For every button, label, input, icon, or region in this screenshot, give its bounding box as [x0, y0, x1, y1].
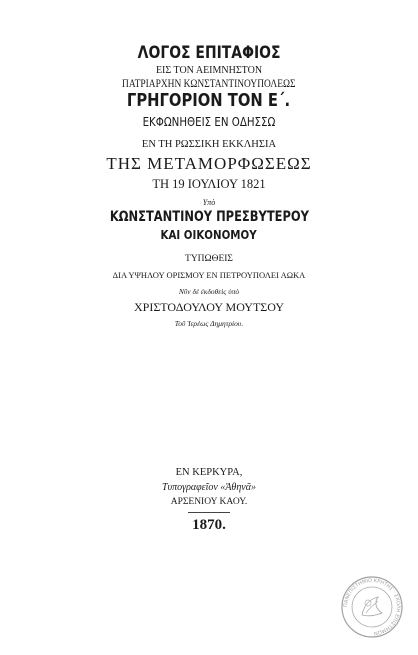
title-line-4: ΓΡΗΓΟΡΙΟΝ ΤΟΝ Ε΄.: [127, 90, 291, 111]
title-line-8: ΤΗ 19 ΙΟΥΛΙΟΥ 1821: [152, 177, 266, 191]
author-by: Υπὸ: [202, 198, 216, 207]
stamp-text: ΠΑΝΕΠΙΣΤΗΜΙΟ ΚΡΗΤΗΣ · ΣΧΟΛΗ ΕΠΙΣΤΗΜΩΝ: [342, 577, 402, 636]
imprint-printer: ΑΡΣΕΝΙΟΥ ΚΑΟΥ.: [170, 497, 248, 507]
edition-line-2: ΧΡΙΣΤΟΔΟΥΛΟΥ ΜΟΥΤΣΟΥ: [133, 300, 285, 314]
author-line-2: ΚΑΙ ΟΙΚΟΝΟΜΟΥ: [160, 227, 258, 242]
divider-rule: [188, 512, 230, 513]
author-line-1: ΚΩΝΣΤΑΝΤΙΝΟΥ ΠΡΕΣΒΥΤΕΡΟΥ: [109, 209, 309, 225]
title-line-1: ΛΟΓΟΣ ΕΠΙΤΑΦΙΟΣ: [137, 43, 281, 63]
title-line-3: ΠΑΤΡΙΑΡΧΗΝ ΚΩΝΣΤΑΝΤΙΝΟΥΠΟΛΕΩΣ: [122, 78, 296, 90]
title-line-2: ΕΙΣ ΤΟΝ ΑΕΙΜΝΗΣΤΟΝ: [155, 65, 263, 76]
edition-line-3: Τοῦ Ἱερέως Δημητρίου.: [174, 319, 244, 328]
imprint-year: 1870.: [192, 517, 226, 533]
title-line-5: ΕΚΦΩΝΗΘΕΙΣ ΕΝ ΟΔΗΣΣΩ: [142, 114, 276, 129]
imprint-press: Τυπογραφεῖον «Ἀθηνᾶ»: [161, 482, 256, 493]
printing-line-1: ΤΥΠΩΘΕΙΣ: [185, 254, 233, 264]
imprint-place: ΕΝ ΚΕΡΚΥΡΑ,: [175, 467, 243, 478]
title-line-6: ΕΝ ΤΗ ΡΩΣΣΙΚΗ ΕΚΚΛΗΣΙΑ: [141, 139, 277, 150]
printing-line-2: ΔΙΑ ΥΨΗΛΟΥ ΟΡΙΣΜΟΥ ΕΝ ΠΕΤΡΟΥΠΟΛΕΙ ΑΩΚΑ: [112, 270, 306, 280]
title-line-7: ΤΗΣ ΜΕΤΑΜΟΡΦΩΣΕΩΣ: [106, 154, 312, 173]
edition-line-1: Νῦν δὲ ἐκδοθεὶς ὑπὸ: [178, 287, 240, 296]
library-stamp-icon: [340, 575, 404, 639]
